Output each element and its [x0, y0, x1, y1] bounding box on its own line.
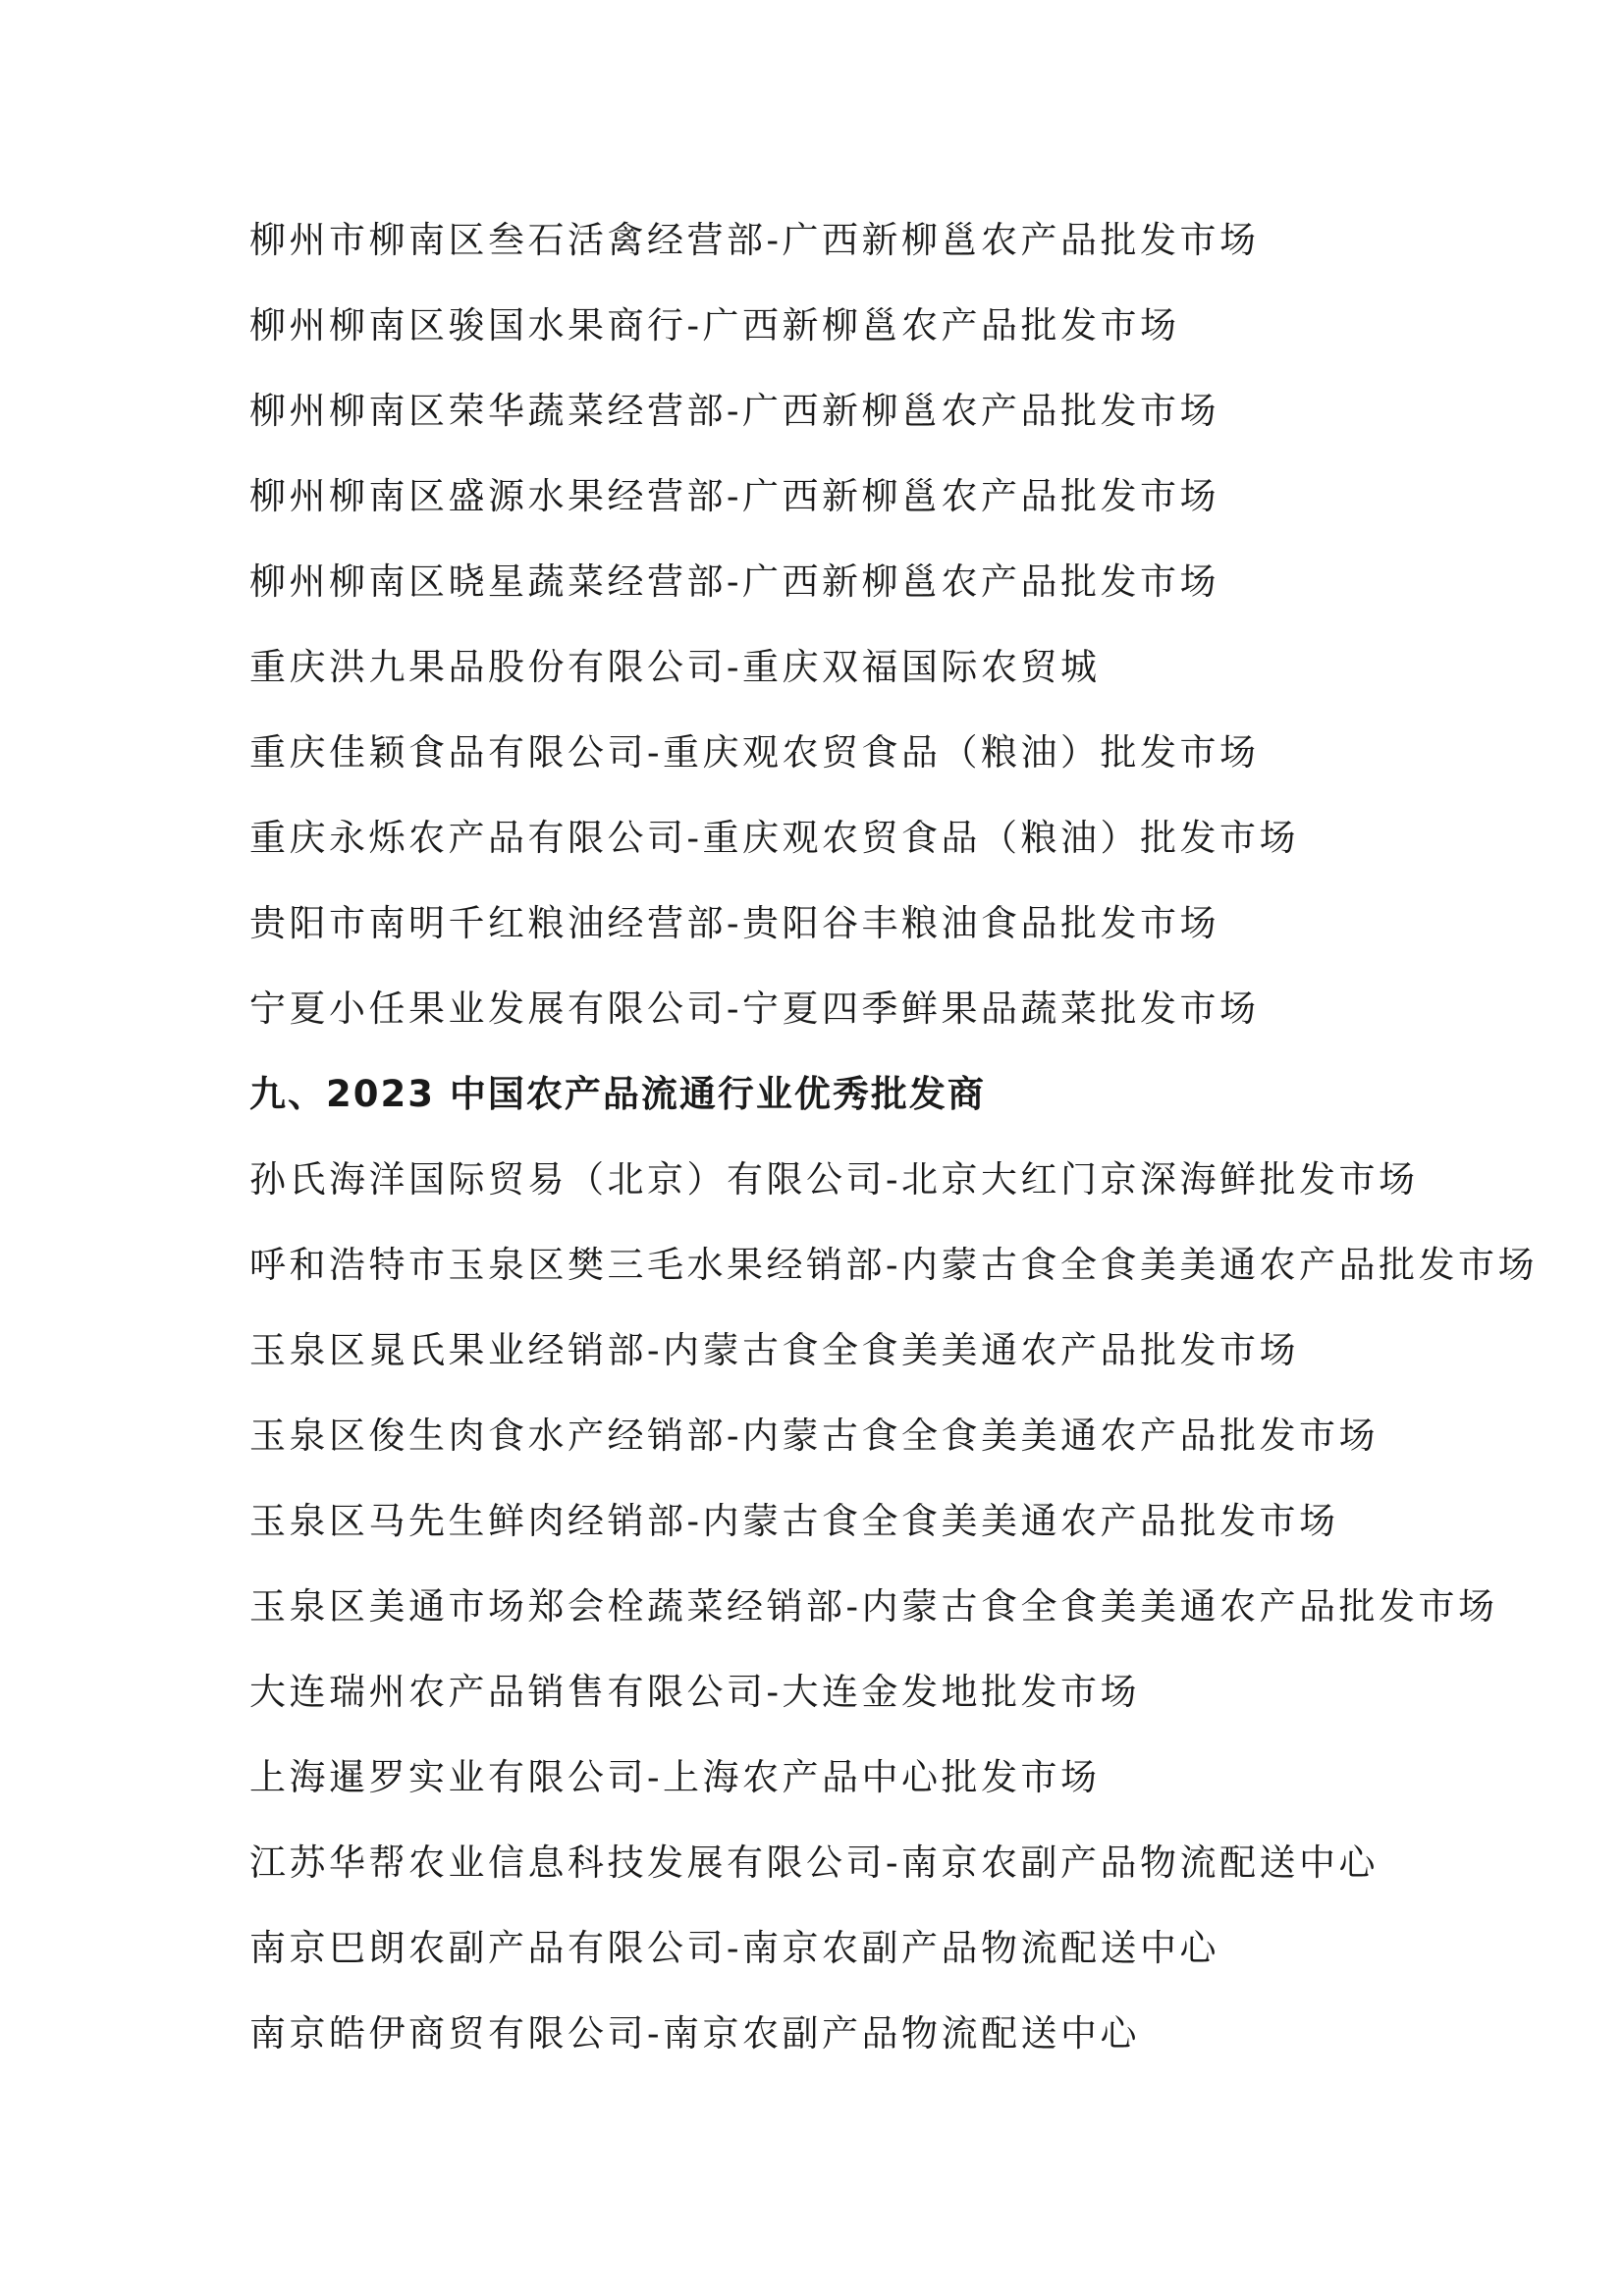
list-item: 重庆永烁农产品有限公司-重庆观农贸食品（粮油）批发市场: [249, 817, 1300, 859]
list-item: 重庆洪九果品股份有限公司-重庆双福国际农贸城: [249, 646, 1101, 688]
list-item: 玉泉区晁氏果业经销部-内蒙古食全食美美通农产品批发市场: [249, 1329, 1300, 1371]
list-item: 柳州柳南区晓星蔬菜经营部-广西新柳邕农产品批发市场: [249, 561, 1220, 603]
list-item: 柳州市柳南区叁石活禽经营部-广西新柳邕农产品批发市场: [249, 219, 1260, 261]
list-item: 玉泉区美通市场郑会栓蔬菜经销部-内蒙古食全食美美通农产品批发市场: [249, 1585, 1498, 1628]
list-item: 重庆佳颖食品有限公司-重庆观农贸食品（粮油）批发市场: [249, 731, 1260, 774]
list-item: 贵阳市南明千红粮油经营部-贵阳谷丰粮油食品批发市场: [249, 902, 1220, 944]
document-body: [249, 210, 1538, 2089]
list-item: 大连瑞州农产品销售有限公司-大连金发地批发市场: [249, 1671, 1141, 1713]
list-item: 玉泉区俊生肉食水产经销部-内蒙古食全食美美通农产品批发市场: [249, 1415, 1380, 1457]
list-item: 南京巴朗农副产品有限公司-南京农副产品物流配送中心: [249, 1927, 1220, 1969]
list-item: 南京皓伊商贸有限公司-南京农副产品物流配送中心: [249, 2012, 1141, 2055]
list-item: 宁夏小任果业发展有限公司-宁夏四季鲜果品蔬菜批发市场: [249, 988, 1260, 1030]
list-item: 江苏华帮农业信息科技发展有限公司-南京农副产品物流配送中心: [249, 1842, 1380, 1884]
list-item: 柳州柳南区骏国水果商行-广西新柳邕农产品批发市场: [249, 304, 1180, 347]
list-item: 呼和浩特市玉泉区樊三毛水果经销部-内蒙古食全食美美通农产品批发市场: [249, 1244, 1538, 1286]
section-heading: 九、2023 中国农产品流通行业优秀批发商: [249, 1073, 986, 1115]
list-item: 玉泉区马先生鲜肉经销部-内蒙古食全食美美通农产品批发市场: [249, 1500, 1339, 1542]
list-item: 孙氏海洋国际贸易（北京）有限公司-北京大红门京深海鲜批发市场: [249, 1158, 1419, 1201]
list-item: 上海暹罗实业有限公司-上海农产品中心批发市场: [249, 1756, 1101, 1798]
list-item: 柳州柳南区盛源水果经营部-广西新柳邕农产品批发市场: [249, 475, 1220, 517]
list-item: 柳州柳南区荣华蔬菜经营部-广西新柳邕农产品批发市场: [249, 390, 1220, 432]
